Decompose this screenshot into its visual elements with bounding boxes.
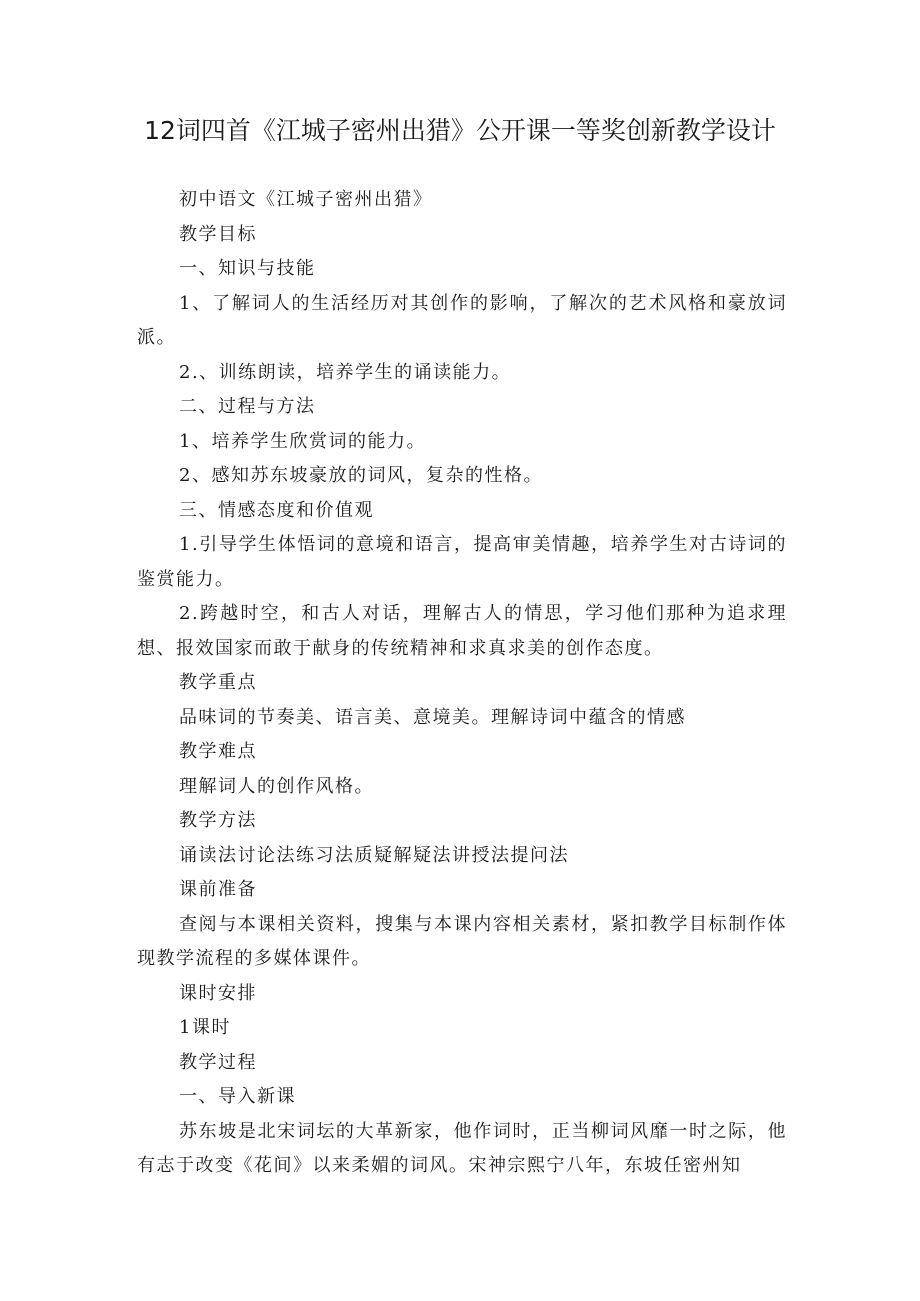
paragraph: 课前准备 bbox=[179, 879, 257, 900]
paragraph: 初中语文《江城子密州出猎》 bbox=[179, 189, 433, 210]
paragraph: 1.引导学生体悟词的意境和语言，提高审美情趣，培养学生对古诗词的鉴赏能力。 bbox=[137, 534, 787, 590]
paragraph: 1、培养学生欣赏词的能力。 bbox=[179, 430, 426, 452]
paragraph: 教学重点 bbox=[179, 672, 257, 693]
paragraph: 1、了解词人的生活经历对其创作的影响，了解次的艺术风格和豪放词派。 bbox=[137, 292, 787, 348]
paragraph: 二、过程与方法 bbox=[179, 396, 316, 417]
paragraph: 课时安排 bbox=[179, 982, 257, 1004]
paragraph: 一、知识与技能 bbox=[179, 258, 316, 279]
paragraph: 教学目标 bbox=[179, 223, 257, 245]
paragraph: 查阅与本课相关资料，搜集与本课内容相关素材，紧扣教学目标制作体现教学流程的多媒体课件。 bbox=[137, 913, 787, 969]
document-body bbox=[137, 183, 787, 1184]
paragraph: 诵读法讨论法练习法质疑解疑法讲授法提问法 bbox=[179, 844, 569, 866]
paragraph: 1课时 bbox=[179, 1017, 231, 1038]
paragraph: 品味词的节奏美、语言美、意境美。理解诗词中蕴含的情感 bbox=[179, 706, 686, 728]
paragraph: 理解词人的创作风格。 bbox=[179, 775, 374, 797]
paragraph: 三、情感态度和价值观 bbox=[179, 499, 374, 521]
paragraph: 2.跨越时空，和古人对话，理解古人的情思，学习他们那种为追求理想、报效国家而敢于献身的传统精神和求真求美的创作态度。 bbox=[137, 603, 787, 659]
paragraph: 教学过程 bbox=[179, 1051, 257, 1073]
document-title: 12词四首《江城子密州出猎》公开课一等奖创新教学设计 bbox=[144, 116, 776, 145]
paragraph: 教学难点 bbox=[179, 741, 257, 762]
paragraph: 教学方法 bbox=[179, 810, 257, 831]
paragraph: 苏东坡是北宋词坛的大革新家，他作词时，正当柳词风靡一时之际，他有志于改变《花间》以来柔媚的词风。宋神宗熙宁八年，东坡任密州知 bbox=[137, 1120, 787, 1176]
paragraph: 2.、训练朗读，培养学生的诵读能力。 bbox=[179, 361, 512, 383]
paragraph: 2、感知苏东坡豪放的词风，复杂的性格。 bbox=[179, 465, 543, 486]
paragraph: 一、导入新课 bbox=[179, 1086, 296, 1107]
